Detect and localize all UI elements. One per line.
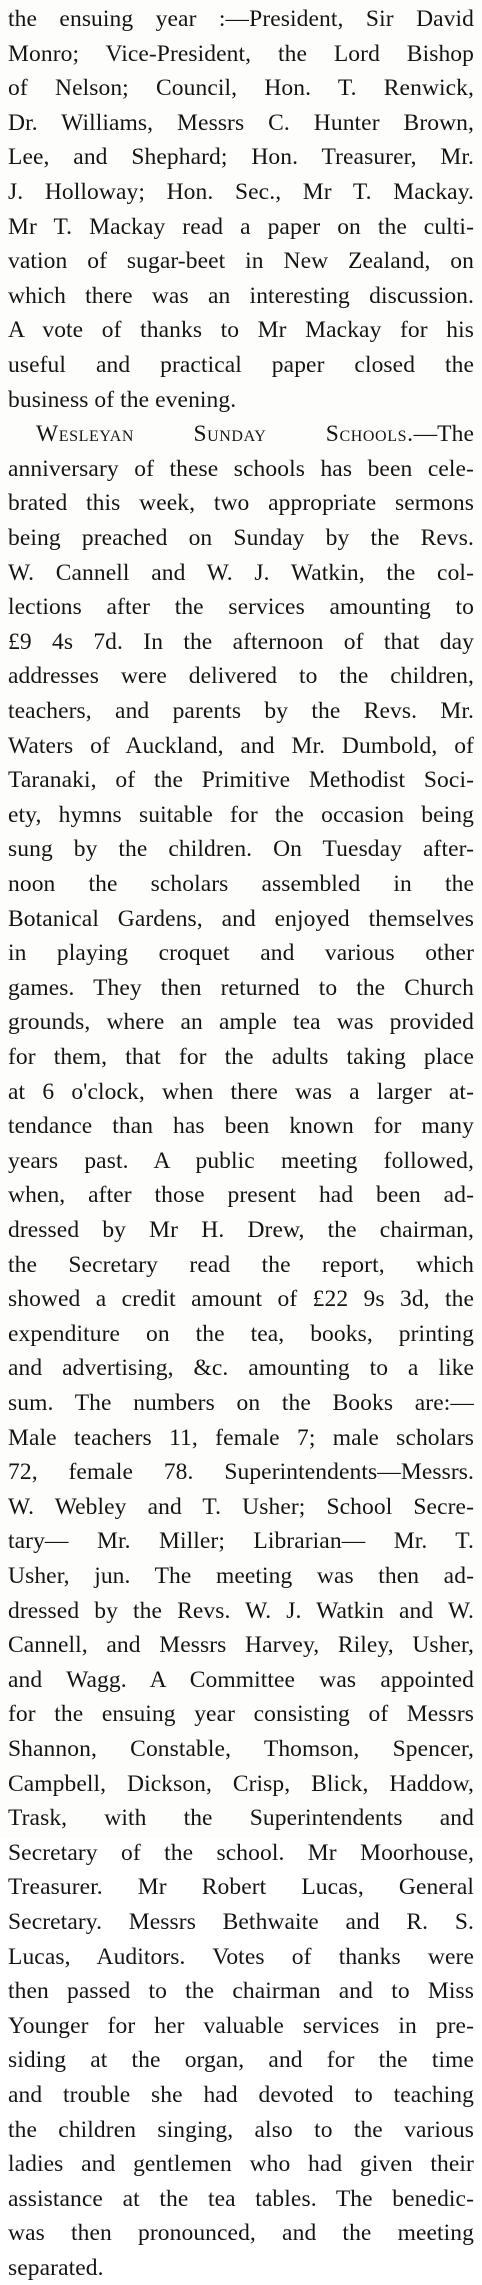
text-line: addresses were delivered to the children, bbox=[8, 663, 474, 690]
text-line: Cannell, and Messrs Harvey, Riley, Usher, bbox=[8, 1632, 474, 1659]
text-line: assistance at the tea tables. The benedic- bbox=[8, 2185, 474, 2212]
text-line: A vote of thanks to Mr Mackay for his bbox=[8, 317, 474, 344]
text-line: which there was an interesting discussion. bbox=[8, 282, 474, 309]
text-line: Secretary of the school. Mr Moorhouse, bbox=[8, 1839, 474, 1866]
text-line: Botanical Gardens, and enjoyed themselves bbox=[8, 905, 474, 932]
text-line: anniversary of these schools has been cele- bbox=[8, 455, 474, 482]
text-line: Secretary. Messrs Bethwaite and R. S. bbox=[8, 1909, 474, 1935]
text-line: and Wagg. A Committee was appointed bbox=[8, 1666, 474, 1693]
text-line: W. Webley and T. Usher; School Secre- bbox=[8, 1493, 474, 1520]
text-line: lections after the services amounting to bbox=[8, 594, 474, 621]
text-line: J. Holloway; Hon. Sec., Mr T. Mackay. bbox=[8, 179, 474, 205]
text-line: brated this week, two appropriate sermons bbox=[8, 490, 474, 517]
text-line: vation of sugar-beet in New Zealand, on bbox=[8, 248, 474, 275]
heading-line-rest: —The bbox=[413, 421, 474, 448]
text-line: the Secretary read the report, which bbox=[8, 1251, 474, 1278]
paragraph-wesleyan-heading-line bbox=[36, 417, 474, 451]
text-line: Usher, jun. The meeting was then ad- bbox=[8, 1563, 474, 1589]
text-line: Shannon, Constable, Thomson, Spencer, bbox=[8, 1736, 474, 1762]
text-line: dressed by Mr H. Drew, the chairman, bbox=[8, 1217, 474, 1243]
text-line: of Nelson; Council, Hon. T. Renwick, bbox=[8, 75, 474, 102]
text-line: Dr. Williams, Messrs C. Hunter Brown, bbox=[8, 109, 474, 136]
text-line: sum. The numbers on the Books are:— bbox=[8, 1390, 474, 1416]
text-line: tary— Mr. Miller; Librarian— Mr. T. bbox=[8, 1528, 474, 1555]
text-line: business of the evening. bbox=[8, 386, 237, 413]
text-line: Campbell, Dickson, Crisp, Blick, Haddow, bbox=[8, 1770, 474, 1797]
text-line: Lee, and Shephard; Hon. Treasurer, Mr. bbox=[8, 144, 474, 171]
text-line: separated. bbox=[8, 2255, 104, 2281]
text-line: Lucas, Auditors. Votes of thanks were bbox=[8, 1943, 474, 1970]
text-line: games. They then returned to the Church bbox=[8, 974, 474, 1001]
text-line: teachers, and parents by the Revs. Mr. bbox=[8, 698, 474, 724]
text-line: the children singing, also to the various bbox=[8, 2116, 474, 2143]
text-line: in playing croquet and various other bbox=[8, 940, 474, 967]
text-line: expenditure on the tea, books, printing bbox=[8, 1320, 474, 1347]
text-line: and advertising, &c. amounting to a like bbox=[8, 1355, 474, 1382]
text-line: £9 4s 7d. In the afternoon of that day bbox=[8, 628, 474, 655]
text-line: noon the scholars assembled in the bbox=[8, 871, 474, 897]
text-line: for the ensuing year consisting of Messrs bbox=[8, 1701, 474, 1728]
text-line: sung by the children. On Tuesday after- bbox=[8, 836, 474, 863]
text-line: Younger for her valuable services in pre- bbox=[8, 2012, 474, 2039]
text-line: Treasurer. Mr Robert Lucas, General bbox=[8, 1874, 474, 1901]
text-line: was then pronounced, and the meeting bbox=[8, 2220, 474, 2247]
text-line: years past. A public meeting followed, bbox=[8, 1147, 474, 1174]
section-heading: Wesleyan Sunday Schools. bbox=[36, 421, 414, 448]
text-line: siding at the organ, and for the time bbox=[8, 2047, 474, 2074]
text-line: 72, female 78. Superintendents—Messrs. bbox=[8, 1459, 474, 1486]
text-line: Waters of Auckland, and Mr. Dumbold, of bbox=[8, 732, 474, 759]
text-line: Male teachers 11, female 7; male scholars bbox=[8, 1424, 474, 1451]
text-line: dressed by the Revs. W. J. Watkin and W. bbox=[8, 1597, 474, 1624]
text-line: then passed to the chairman and to Miss bbox=[8, 1978, 474, 2005]
text-line: Taranaki, of the Primitive Methodist Soci- bbox=[8, 767, 474, 794]
text-line: tendance than has been known for many bbox=[8, 1113, 474, 1140]
text-line: when, after those present had been ad- bbox=[8, 1182, 474, 1209]
text-line: being preached on Sunday by the Revs. bbox=[8, 525, 474, 551]
text-line: ety, hymns suitable for the occasion being bbox=[8, 801, 474, 828]
text-line: ladies and gentlemen who had given their bbox=[8, 2151, 474, 2178]
text-line: grounds, where an ample tea was provided bbox=[8, 1009, 474, 1036]
text-line: Trask, with the Superintendents and bbox=[8, 1805, 474, 1832]
text-line: at 6 o'clock, when there was a larger at- bbox=[8, 1078, 474, 1105]
text-line: the ensuing year :—President, Sir David bbox=[8, 6, 474, 32]
text-line: Monro; Vice-President, the Lord Bishop bbox=[8, 40, 474, 67]
text-line: showed a credit amount of £22 9s 3d, the bbox=[8, 1286, 474, 1313]
text-line: Mr T. Mackay read a paper on the culti- bbox=[8, 213, 474, 240]
text-line: and trouble she had devoted to teaching bbox=[8, 2082, 474, 2108]
text-line: useful and practical paper closed the bbox=[8, 352, 474, 378]
text-line: for them, that for the adults taking place bbox=[8, 1044, 474, 1070]
text-line: W. Cannell and W. J. Watkin, the col- bbox=[8, 559, 474, 586]
